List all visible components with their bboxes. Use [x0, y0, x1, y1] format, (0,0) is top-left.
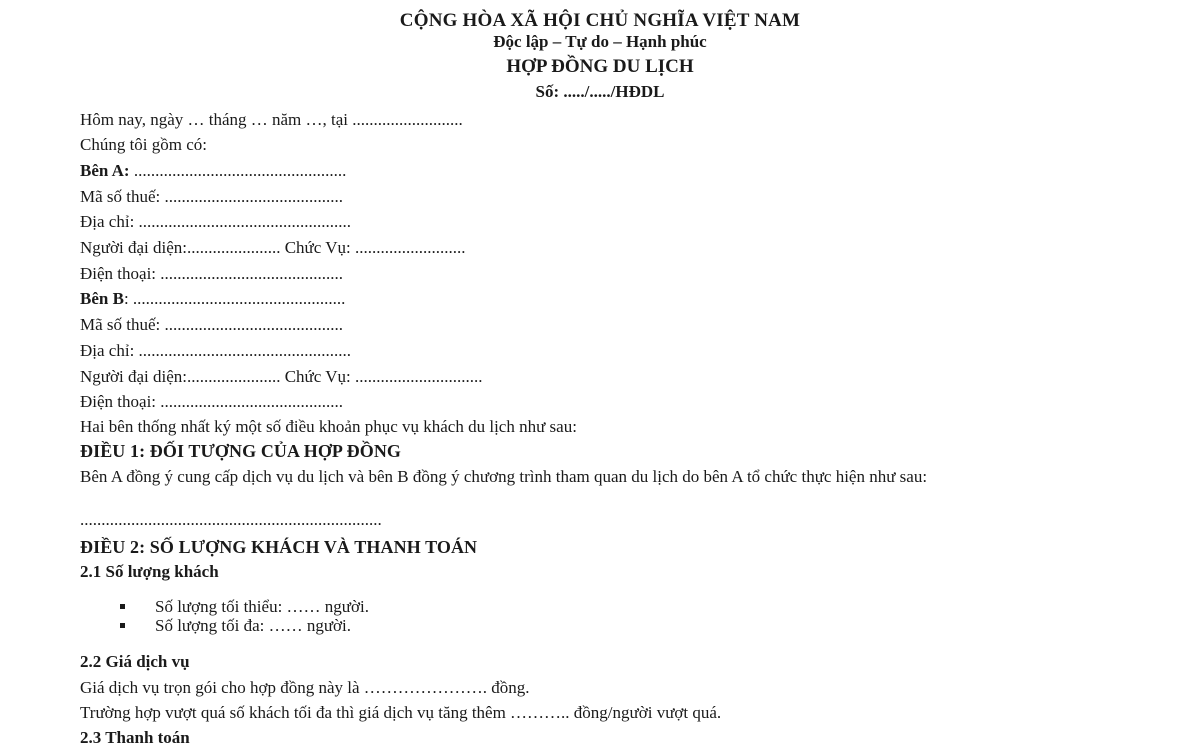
- section-2-2-heading: 2.2 Giá dịch vụ: [80, 652, 190, 671]
- section-2-1-heading: 2.1 Số lượng khách: [80, 562, 219, 581]
- party-b-label: Bên B: [80, 289, 124, 308]
- motto-heading: Độc lập – Tự do – Hạnh phúc: [493, 32, 707, 51]
- party-a-label: Bên A:: [80, 161, 130, 180]
- section-2-3-heading: 2.3 Thanh toán: [80, 728, 190, 747]
- extra-price-line: Trường hợp vượt quá số khách tối đa thì giá dịch vụ tăng thêm ……….. đồng/người vượt quá.: [80, 703, 722, 722]
- party-b-address: Địa chỉ: ..................................................: [80, 341, 352, 360]
- parties-intro: Chúng tôi gồm có:: [80, 135, 208, 154]
- bullet-icon: [120, 604, 125, 609]
- party-a-address: Địa chỉ: ..................................................: [80, 212, 352, 231]
- party-a-phone: Điện thoại: ...........................................: [80, 264, 344, 283]
- list-item-text: Số lượng tối thiểu: …… người.: [155, 597, 369, 616]
- article-1-heading: ĐIỀU 1: ĐỐI TƯỢNG CỦA HỢP ĐỒNG: [80, 441, 402, 461]
- contract-number: Số: ...../...../HĐDL: [535, 82, 665, 101]
- party-a-name-blank: ..................................................: [129, 161, 347, 180]
- list-item-text: Số lượng tối đa: …… người.: [155, 616, 352, 635]
- list-item-max-guests: [120, 616, 351, 636]
- party-b-tax-code: Mã số thuế: ..........................................: [80, 315, 344, 334]
- article-1-blank-line: .......................................................................: [80, 510, 382, 529]
- nation-heading: CỘNG HÒA XÃ HỘI CHỦ NGHĨA VIỆT NAM: [399, 10, 801, 31]
- party-b-phone: Điện thoại: ...........................................: [80, 392, 344, 411]
- party-b-representative: Người đại diện:...................... Chức Vụ: ..............................: [80, 367, 483, 386]
- article-1-body: Bên A đồng ý cung cấp dịch vụ du lịch và bên B đồng ý chương trình tham quan du lịch do bên A tổ chức thực hiện như sau:: [80, 467, 928, 486]
- agreement-line: Hai bên thống nhất ký một số điều khoản phục vụ khách du lịch như sau:: [80, 417, 577, 436]
- list-item-min-guests: [120, 597, 369, 617]
- party-b-name-blank: : ..................................................: [123, 289, 346, 308]
- party-a-name: [80, 161, 346, 181]
- party-a-tax-code: Mã số thuế: ..........................................: [80, 187, 344, 206]
- party-a-representative: Người đại diện:...................... Chức Vụ: ..........................: [80, 238, 466, 257]
- article-2-heading: ĐIỀU 2: SỐ LƯỢNG KHÁCH VÀ THANH TOÁN: [80, 537, 478, 557]
- bullet-icon: [120, 623, 125, 628]
- party-b-name: [80, 289, 345, 309]
- date-line: Hôm nay, ngày … tháng … năm …, tại ..........................: [80, 110, 463, 129]
- document-title: HỢP ĐỒNG DU LỊCH: [506, 56, 694, 77]
- price-line: Giá dịch vụ trọn gói cho hợp đồng này là …………………. đồng.: [80, 678, 530, 697]
